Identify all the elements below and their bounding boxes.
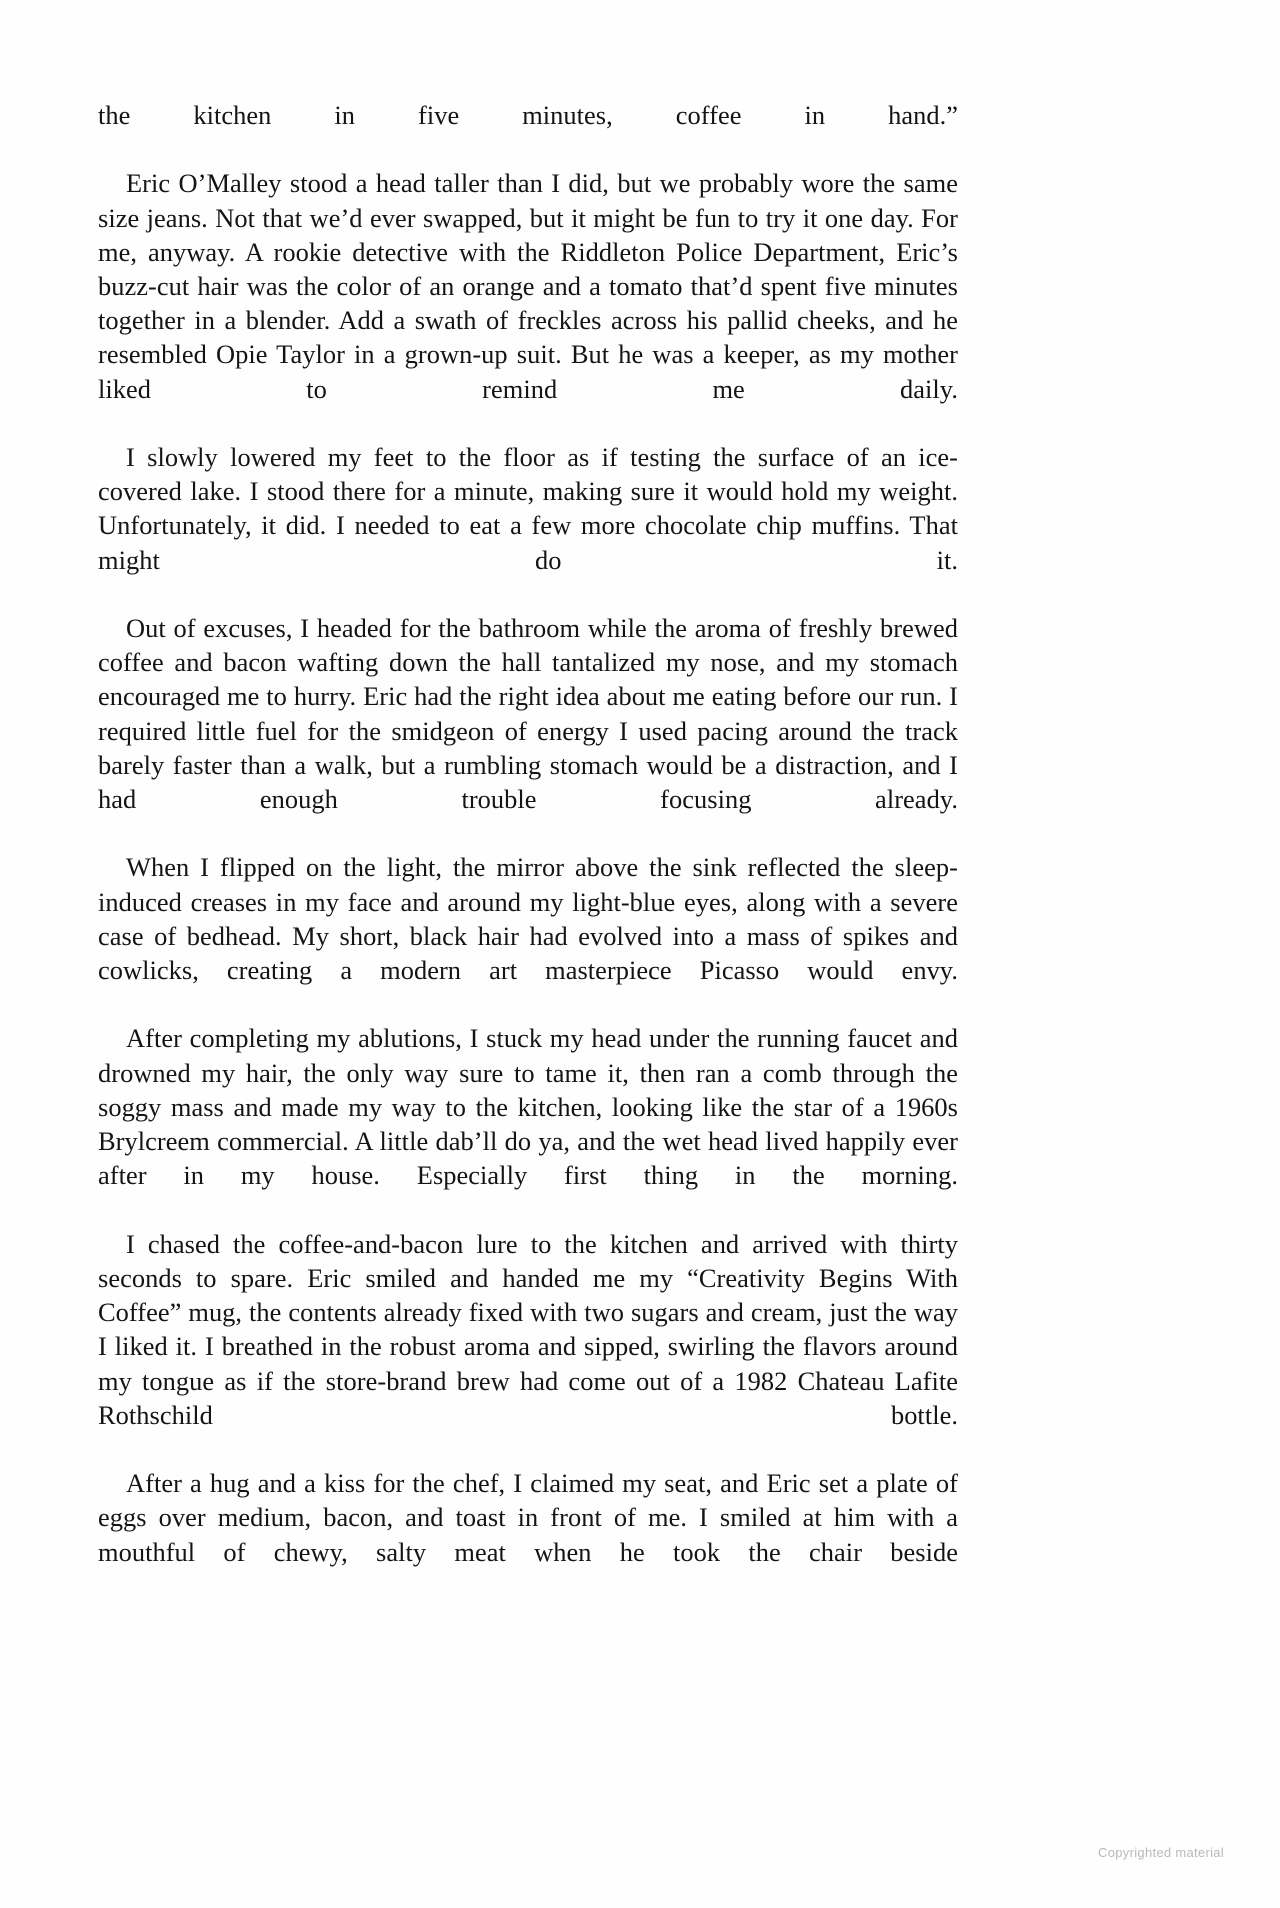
paragraph: Out of excuses, I headed for the bathroom while the aroma of freshly brewed coffee and bacon wafting down the hall tantalized my nose, and my stomach encouraged me to hurry. Eric had the right idea about me eating before our run. I required little fuel for the smidgeon of energy I used pacing around the track barely faster than a walk, but a rumbling stomach would be a distraction, and I had enough trouble focusing already.	[98, 613, 958, 815]
paragraph: After completing my ablutions, I stuck my head under the running faucet and drowned my hair, the only way sure to tame it, then ran a comb through the soggy mass and made my way to the kitchen, looking like the star of a 1960s Brylcreem commercial. A little dab’ll do ya, and the wet head lived happily ever after in my house. Especially first thing in the morning.	[98, 1023, 958, 1191]
paragraph: After a hug and a kiss for the chef, I claimed my seat, and Eric set a plate of eggs over medium, bacon, and toast in front of me. I smiled at him with a mouthful of chewy, salty meat when he took the chair beside	[98, 1468, 958, 1567]
copyright-watermark: Copyrighted material	[1098, 1845, 1224, 1860]
paragraph: the kitchen in five minutes, coffee in hand.”	[98, 100, 958, 130]
page-text-column	[98, 98, 958, 1603]
paragraph: When I flipped on the light, the mirror above the sink reflected the sleep-induced creases in my face and around my light-blue eyes, along with a severe case of bedhead. My short, black hair had evolved into a mass of spikes and cowlicks, creating a modern art masterpiece Picasso would envy.	[98, 852, 958, 986]
paragraph: I chased the coffee-and-bacon lure to the kitchen and arrived with thirty seconds to spare. Eric smiled and handed me my “Creativity Begins With Coffee” mug, the contents already fixed with two sugars and cream, just the way I liked it. I breathed in the robust aroma and sipped, swirling the flavors around my tongue as if the store-brand brew had come out of a 1982 Chateau Lafite Rothschild bottle.	[98, 1228, 958, 1430]
paragraph: Eric O’Malley stood a head taller than I did, but we probably wore the same size jeans. Not that we’d ever swapped, but it might be fun to try it one day. For me, anyway. A rookie detective with the Riddleton Police Department, Eric’s buzz-cut hair was the color of an orange and a tomato that’d spent five minutes together in a blender. Add a swath of freckles across his pallid cheeks, and he resembled Opie Taylor in a grown-up suit. But he was a keeper, as my mother liked to remind me daily.	[98, 168, 958, 404]
paragraph: I slowly lowered my feet to the floor as if testing the surface of an ice-covered lake. I stood there for a minute, making sure it would hold my weight. Unfortunately, it did. I needed to eat a few more chocolate chip muffins. That might do it.	[98, 442, 958, 575]
